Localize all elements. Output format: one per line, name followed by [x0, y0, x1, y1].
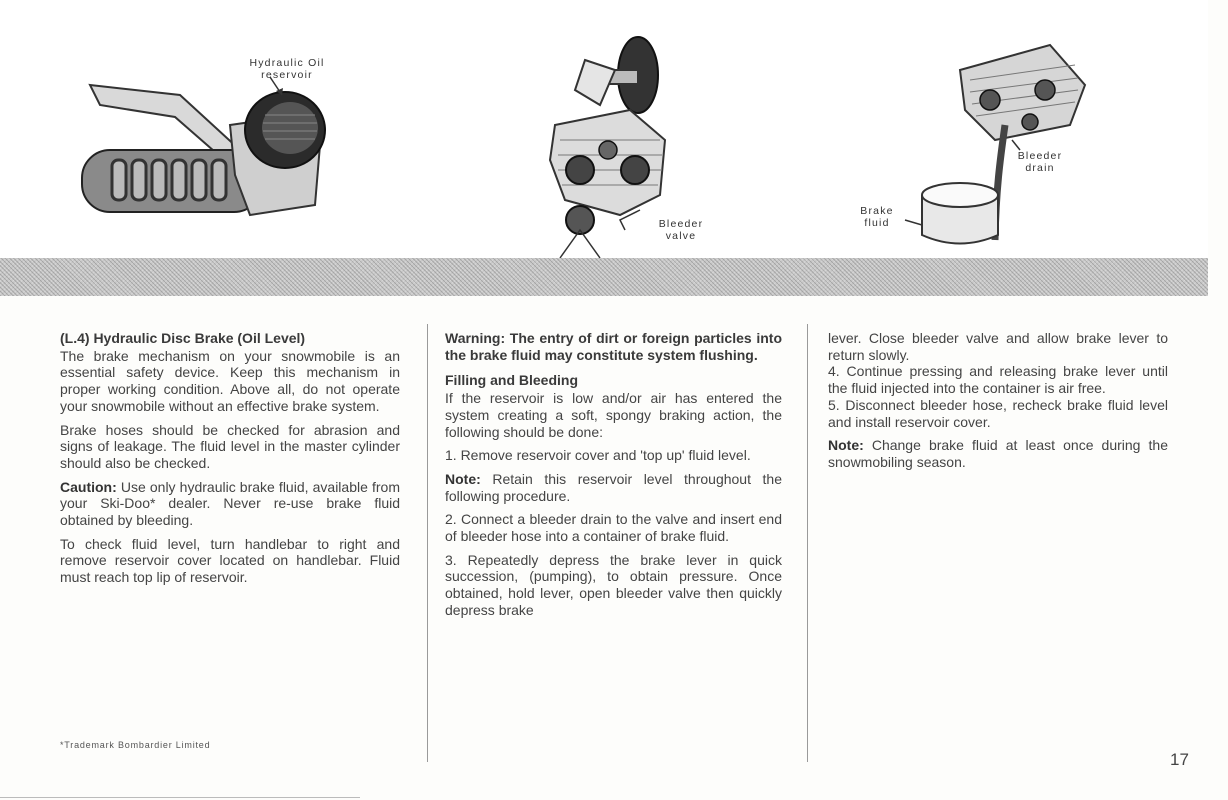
handlebar-reservoir-illustration	[60, 55, 360, 245]
note-paragraph	[828, 437, 1168, 470]
note-label: Note:	[828, 437, 864, 454]
paragraph: Brake hoses should be checked for abrasion and signs of leakage. The fluid level in the master cylinder should also be checked.	[60, 421, 400, 471]
step-3-continued: lever. Close bleeder valve and allow brake lever to return slowly.	[828, 330, 1168, 363]
bottom-rule	[0, 797, 360, 798]
page-number: 17	[1170, 750, 1189, 769]
caution-label: Caution:	[60, 478, 117, 495]
column-3	[828, 330, 1168, 478]
caution-text: Use only hydraulic brake fluid, available from your Ski-Doo* dealer. Never re-use brake fluid obtained by bleeding.	[60, 478, 400, 529]
note-label: Note:	[445, 470, 481, 487]
warning-paragraph: Warning: The entry of dirt or foreign particles into the brake fluid may constitute system flushing.	[445, 330, 782, 363]
step-3: 3. Repeatedly depress the brake lever in quick succession, (pumping), to obtain pressure. Once obtained, hold lever, open bleeder valve then quickly depress brake	[445, 551, 782, 618]
column-divider	[427, 324, 428, 762]
column-1	[60, 330, 400, 593]
step-1: 1. Remove reservoir cover and 'top up' fluid level.	[445, 447, 751, 464]
section-heading: (L.4) Hydraulic Disc Brake (Oil Level)	[60, 330, 306, 346]
paragraph: To check fluid level, turn handlebar to right and remove reservoir cover located on handlebar. Fluid must reach top lip of reservoir.	[60, 535, 400, 586]
step-4: 4. Continue pressing and releasing brake lever until the fluid injected into the container is air free.	[828, 363, 1168, 397]
dithered-gray-band	[0, 258, 1208, 296]
note-text: Retain this reservoir level throughout the following procedure.	[445, 470, 782, 504]
trademark-footnote: *Trademark Bombardier Limited	[60, 740, 211, 750]
bleeder-drain-container-illustration	[900, 30, 1100, 255]
fig3-fluid-label: Brake fluid	[860, 205, 894, 229]
step-5: 5. Disconnect bleeder hose, recheck brake fluid level and install reservoir cover.	[828, 396, 1168, 430]
column-2	[445, 330, 782, 626]
caution-paragraph	[60, 479, 400, 529]
note-paragraph	[445, 471, 782, 504]
paragraph: The brake mechanism on your snowmobile is an essential safety device. Keep this mechanism in proper working condition. Above all, do not operate your snowmobile without an effective brake system.	[60, 347, 400, 414]
illustration-band	[0, 0, 1208, 258]
step-2: 2. Connect a bleeder drain to the valve and insert end of bleeder hose into a container of brake fluid.	[445, 511, 782, 545]
fig3-drain-label: Bleeder drain	[1017, 150, 1063, 174]
paragraph: If the reservoir is low and/or air has entered the system creating a soft, spongy braking action, the following should be done:	[445, 390, 782, 440]
note-text: Change brake fluid at least once during the snowmobiling season.	[828, 437, 1168, 470]
fig1-label: Hydraulic Oil reservoir	[249, 57, 325, 81]
subheading: Filling and Bleeding	[445, 372, 578, 389]
fig2-label: Bleeder valve	[658, 218, 704, 242]
column-divider	[807, 324, 808, 762]
